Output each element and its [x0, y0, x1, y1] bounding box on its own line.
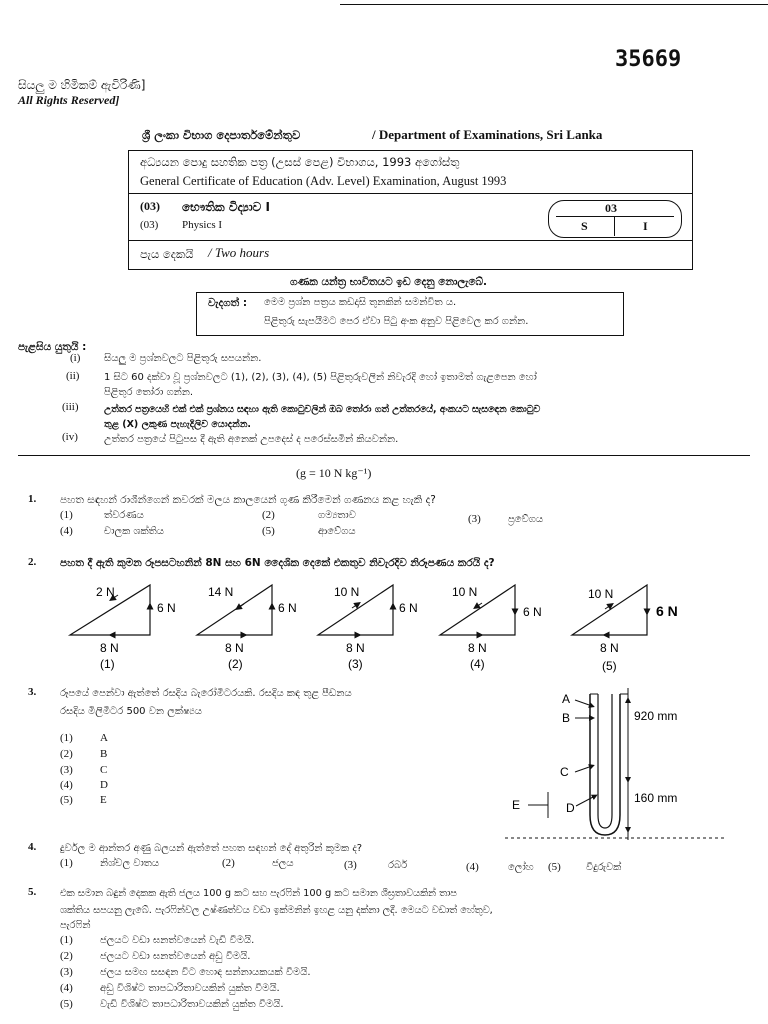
vertical-label: 6 N	[157, 601, 176, 615]
question-text-cont: පැරෆින්	[60, 920, 91, 931]
question-text: රූපයේ පෙන්වා ඇත්තේ රසදිය බැරෝමීටරයකි. රසදිය කඳ තුළ පීඩනය	[60, 688, 352, 699]
subject-code-si: (03)	[140, 199, 160, 213]
important-label: වැදගත් :	[208, 297, 248, 309]
option-text: වීදුරුවක්	[586, 862, 622, 873]
top-rule	[340, 4, 768, 5]
hypotenuse-label: 10 N	[588, 587, 614, 601]
option-text: ප්‍රවේගය	[508, 514, 544, 525]
point-b-label: B	[562, 711, 571, 725]
point-a-label: A	[562, 692, 571, 706]
subject-box-code: 03	[605, 201, 617, 215]
vertical-label: 6 N	[523, 605, 542, 619]
copyright-sinhala: සියලු ම හිමිකම් ඇවිරිණි]	[18, 78, 146, 92]
paper-number: 35669	[615, 47, 682, 72]
option-text: වැඩි විශිෂ්ට තාපධාරිතාවයකින් යුක්ත වීමයි.	[100, 999, 284, 1010]
instruction-num: (i)	[70, 352, 81, 364]
vertical-label: 6 N	[656, 603, 678, 619]
question-number: 5.	[28, 886, 37, 898]
option-number: (3)	[468, 513, 481, 525]
option-number: (4)	[60, 779, 73, 791]
option-number: (2)	[60, 748, 73, 760]
option-text: ජලයට වඩා ඝනත්වයෙන් වැඩි වීමයි.	[100, 935, 255, 946]
option-number: (4)	[60, 525, 73, 537]
exam-title-english: General Certificate of Education (Adv. Level) Examination, August 1993	[140, 174, 507, 188]
option-number: (2)	[222, 857, 235, 869]
base-label: 8 N	[468, 641, 487, 655]
hypotenuse-label: 10 N	[452, 585, 478, 599]
gravity-constant: (g = 10 N kg⁻¹)	[296, 466, 372, 480]
vector-triangle-4	[440, 585, 542, 671]
option-number: (3)	[344, 859, 357, 871]
important-line2: පිළිතුරු සැපයීමට පෙර ඒවා පිටු අංක අනුව පිළිවෙල කර ගන්න.	[264, 316, 529, 327]
option-text: D	[100, 779, 108, 791]
point-c-label: C	[560, 765, 569, 779]
base-label: 8 N	[100, 641, 119, 655]
option-text: E	[100, 794, 107, 806]
option-number: (5)	[262, 525, 275, 537]
instructions-title: පැළසිය යුතුයි :	[18, 341, 87, 353]
figure-label: (5)	[602, 659, 617, 673]
option-text: ගම්‍යතාව	[318, 510, 356, 521]
instruction-num: (iv)	[62, 431, 78, 443]
question-text: පහත දී ඇති කුමන රූපසටහනින් 8N සහ 6N දෛශික දෙකේ එකතුව නිවැරදිව නිරූපණය කරයි ද?	[60, 557, 495, 569]
instruction-text-cont: තුළ (X) ලකුණ පැහැදිලිව යොදන්න.	[104, 419, 252, 430]
important-line1: මෙම ප්‍රශ්න පත්‍රය කඩදාසි තුනකින් සමන්විත ය.	[264, 297, 457, 308]
question-number: 4.	[28, 841, 37, 853]
question-number: 2.	[28, 556, 37, 568]
question-number: 1.	[28, 493, 37, 505]
option-text: ජලය සමඟ සසඳන විට හොඳ සන්නායකයක් වීමයි.	[100, 967, 311, 978]
code-box-vdivider	[614, 217, 615, 236]
option-text: චාලක ශක්තිය	[104, 526, 164, 537]
option-number: (4)	[60, 982, 73, 994]
option-number: (5)	[548, 861, 561, 873]
copyright-english: All Rights Reserved]	[18, 93, 120, 107]
vector-triangle-3	[318, 585, 418, 671]
option-number: (5)	[60, 794, 73, 806]
option-number: (1)	[60, 934, 73, 946]
figure-label: (2)	[228, 657, 243, 671]
base-label: 8 N	[600, 641, 619, 655]
calculator-note: ගණක යන්ත්‍ර භාවිතයට ඉඩ දෙනු නොලැබේ.	[290, 276, 488, 288]
instruction-text: උත්තර පත්‍රයේ පිටුපස දී ඇති අනෙක් උපදෙස් ද පරෙස්සමින් කියවන්න.	[104, 434, 399, 445]
hypotenuse-label: 2 N	[96, 585, 115, 599]
subject-code-en: (03)	[140, 219, 159, 231]
department-sinhala: ශ්‍රී ලංකා විභාග දෙපාර්තමේන්තුව	[142, 128, 301, 142]
vertical-label: 6 N	[278, 601, 297, 615]
option-text: C	[100, 764, 108, 776]
option-number: (2)	[262, 509, 275, 521]
question-number: 3.	[28, 686, 37, 698]
height-920-label: 920 mm	[634, 709, 678, 723]
option-text: රබර්	[388, 860, 408, 871]
option-text: නිශ්චල වාතය	[100, 858, 160, 869]
code-box-divider	[556, 216, 674, 217]
instruction-text: සියලු ම ප්‍රශ්නවලට පිළිතුරු සපයන්න.	[104, 353, 262, 364]
barometer-diagram	[500, 680, 730, 840]
option-number: (1)	[60, 509, 73, 521]
duration-english: / Two hours	[208, 245, 270, 260]
question-text: පහත සඳහන් රාශීන්ගෙන් කවරක් මලය කාලයෙන් ගුණ කිරීමෙන් ගණනය කළ හැකි ද?	[60, 494, 436, 506]
option-text: B	[100, 748, 108, 760]
height-160-label: 160 mm	[634, 791, 678, 805]
subject-name-en: Physics I	[182, 219, 223, 231]
subject-name-si: භෞතික විද්‍යාව I	[182, 200, 270, 214]
option-text: අඩු විශිෂ්ට තාපධාරිතාවයකින් යුක්ත වීමයි.	[100, 983, 280, 994]
department-english: / Department of Examinations, Sri Lanka	[372, 127, 603, 142]
option-text: ජලයට වඩා ඝනත්වයෙන් අඩු වීමයි.	[100, 951, 251, 962]
option-text: ත්වරණය	[104, 510, 144, 521]
option-number: (4)	[466, 861, 479, 873]
option-text: ආවේගය	[318, 526, 356, 537]
figure-label: (1)	[100, 657, 115, 671]
point-e-label: E	[512, 798, 521, 812]
vector-triangle-2	[197, 585, 297, 671]
option-text: A	[100, 732, 108, 744]
option-number: (1)	[60, 732, 73, 744]
instruction-num: (ii)	[66, 370, 80, 382]
vector-triangle-1	[70, 585, 176, 671]
section-divider	[18, 455, 750, 456]
option-text: ජලය	[272, 858, 294, 869]
instruction-text: 1 සිට 60 දක්වා වූ ප්‍රශ්නවලට (1), (2), (3), (4), (5) පිළිතුරුවලින් නිවැරදි හෝ ඉතාමත් ගැළපෙන හෝ	[104, 372, 537, 383]
instruction-text-cont: පිළිතුර තෝරා ගන්න.	[104, 387, 194, 398]
vertical-label: 6 N	[399, 601, 418, 615]
instruction-num: (iii)	[62, 401, 79, 413]
option-number: (5)	[60, 998, 73, 1010]
option-number: (2)	[60, 950, 73, 962]
hypotenuse-label: 10 N	[334, 585, 360, 599]
header-divider	[128, 240, 692, 241]
question-text: එක සමාන බඳුන් දෙකක ඇති ජලය 100 g කට සහ පැරෆින් 100 g කට සමාන ශීඝ්‍රතාවයකින් තාප	[60, 888, 457, 899]
subject-box-s: S	[581, 219, 588, 233]
option-text: ලෝහ	[508, 862, 534, 873]
question-text-cont: රසදිය මිලිමීටර 500 වන ලක්ෂ්‍යය	[60, 706, 202, 717]
subject-box-i: I	[643, 219, 648, 233]
vector-triangle-5	[572, 585, 678, 673]
vector-triangles-figure	[0, 580, 768, 680]
option-number: (1)	[60, 857, 73, 869]
exam-title-sinhala: අධ්‍යයන පොදු සහතික පත්‍ර (උසස් පෙළ) විභාගය, 1993 අගෝස්තු	[140, 155, 460, 169]
figure-label: (3)	[348, 657, 363, 671]
figure-label: (4)	[470, 657, 485, 671]
base-label: 8 N	[346, 641, 365, 655]
duration-sinhala: පැය දෙකයි	[140, 247, 194, 261]
point-d-label: D	[566, 801, 575, 815]
question-text-cont: ශක්තිය සපයනු ලැබේ. පැරෆින්වල උෂ්ණත්වය වඩා ඉක්මනින් ඉහළ යනු දක්නා ලදී. මෙයට වඩාත් හේතුව,	[60, 905, 493, 916]
base-label: 8 N	[225, 641, 244, 655]
option-number: (3)	[60, 966, 73, 978]
instruction-text: උත්තර පත්‍රයෙහි එක් එක් ප්‍රශ්නය සඳහා ඇති කොටුවලින් ඔබ තෝරා ගත් උත්තරයේ, අංකයට සැසඳෙන කොටුව	[104, 404, 541, 415]
option-number: (3)	[60, 764, 73, 776]
hypotenuse-label: 14 N	[208, 585, 234, 599]
question-text: දුර්වල ම ආන්තර අණු බලයන් ඇත්තේ පහත සඳහන් දේ අතුරින් කුමක ද?	[60, 843, 363, 854]
header-divider	[128, 193, 692, 194]
